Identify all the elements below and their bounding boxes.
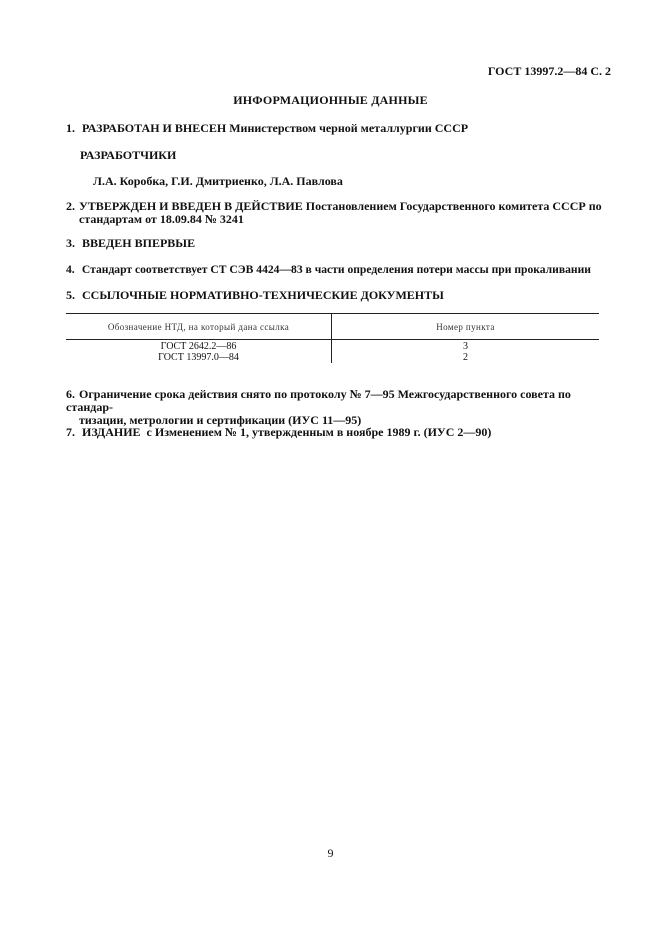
developers-names: Л.А. Коробка, Г.И. Дмитриенко, Л.А. Павлова — [93, 174, 343, 188]
clause-number-cell: 2 — [463, 352, 468, 363]
info-item-4 — [66, 263, 626, 276]
info-item-2 — [66, 200, 608, 226]
developers-heading: РАЗРАБОТЧИКИ — [80, 148, 177, 162]
page-number: 9 — [327, 846, 334, 860]
item-text: ВВЕДЕН ВПЕРВЫЕ — [82, 236, 196, 250]
document-designation-cell: ГОСТ 2642.2—86 — [66, 340, 332, 353]
info-item-1 — [66, 122, 608, 135]
item-text-line-1: УТВЕРЖДЕН И ВВЕДЕН В ДЕЙСТВИЕ Постановлением Государственного комитета СССР по — [79, 199, 602, 213]
item-number: 1. — [66, 121, 75, 135]
info-item-6 — [66, 388, 608, 427]
reference-documents-table — [66, 313, 599, 363]
item-text-line-2: стандартам от 18.09.84 № 3241 — [79, 212, 244, 226]
item-number: 5. — [66, 288, 75, 302]
item-text: РАЗРАБОТАН И ВНЕСЕН Министерством черной металлургии СССР — [82, 121, 469, 135]
column-header-document: Обозначение НТД, на который дана ссылка — [66, 314, 332, 340]
item-number: 6. — [66, 387, 75, 401]
info-item-5 — [66, 289, 608, 302]
item-number: 4. — [66, 263, 75, 276]
item-text: ИЗДАНИЕ с Изменением № 1, утвержденным в ноябре 1989 г. (ИУС 2—90) — [82, 425, 492, 439]
page-title: ИНФОРМАЦИОННЫЕ ДАННЫЕ — [233, 93, 428, 107]
column-header-clause-number: Номер пункта — [332, 314, 600, 340]
item-number: 2. — [66, 199, 75, 213]
table-header-row — [66, 314, 599, 340]
item-number: 7. — [66, 425, 75, 439]
item-text-line-2: тизации, метрологии и сертификации (ИУС 11—95) — [79, 413, 362, 427]
table-row — [66, 340, 599, 353]
item-text: ССЫЛОЧНЫЕ НОРМАТИВНО-ТЕХНИЧЕСКИЕ ДОКУМЕНТЫ — [82, 288, 444, 302]
item-number: 3. — [66, 236, 75, 250]
clause-number-cell: 3 — [463, 341, 468, 352]
item-text: Стандарт соответствует СТ СЭВ 4424—83 в части определения потери массы при прокаливании — [81, 263, 591, 276]
document-code-header: ГОСТ 13997.2—84 С. 2 — [487, 64, 611, 78]
item-text-line-1: Ограничение срока действия снято по протоколу № 7—95 Межгосударственного совета по стандар- — [66, 387, 571, 414]
info-item-7 — [66, 426, 608, 439]
document-designation-cell: ГОСТ 13997.0—84 — [66, 352, 332, 363]
table-row — [66, 352, 599, 363]
info-item-3 — [66, 237, 608, 250]
